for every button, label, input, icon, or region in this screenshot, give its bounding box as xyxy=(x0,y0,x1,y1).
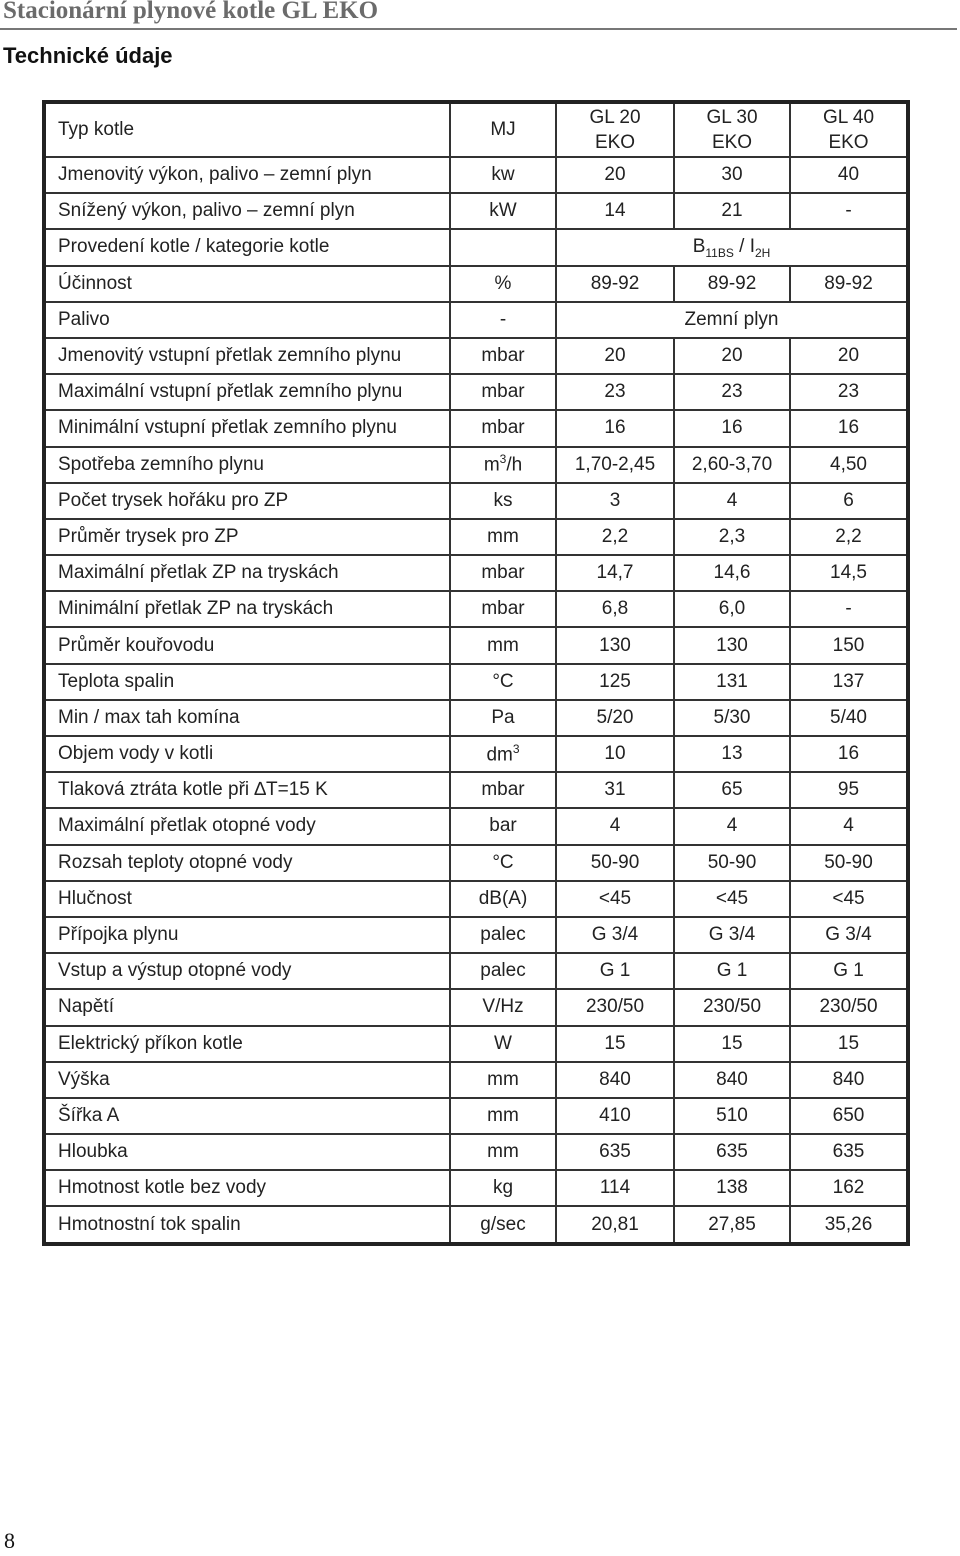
row-value-model-3: 23 xyxy=(790,374,908,410)
row-unit: °C xyxy=(450,664,556,700)
table-row xyxy=(44,338,908,374)
row-label: Palivo xyxy=(44,302,450,338)
row-unit: mm xyxy=(450,627,556,663)
row-value-model-1: 125 xyxy=(556,664,674,700)
row-unit: - xyxy=(450,302,556,338)
table-row xyxy=(44,772,908,808)
row-value-model-2: 138 xyxy=(674,1170,790,1206)
row-unit: mbar xyxy=(450,374,556,410)
table-row xyxy=(44,591,908,627)
row-value-model-3: 35,26 xyxy=(790,1206,908,1243)
row-value-model-2: 4 xyxy=(674,483,790,519)
row-unit: kW xyxy=(450,193,556,229)
row-value-model-3: 16 xyxy=(790,410,908,446)
unit-superscript: 3 xyxy=(499,452,507,467)
row-label: Hloubka xyxy=(44,1134,450,1170)
table-row xyxy=(44,1026,908,1062)
row-label: Minimální vstupní přetlak zemního plynu xyxy=(44,410,450,446)
row-value-model-1: 5/20 xyxy=(556,700,674,736)
model-name: GL 30 xyxy=(706,107,758,128)
row-label: Provedení kotle / kategorie kotle xyxy=(44,229,450,265)
table-row xyxy=(44,229,908,265)
row-value-model-3: - xyxy=(790,193,908,229)
row-unit: mbar xyxy=(450,410,556,446)
row-label: Jmenovitý výkon, palivo – zemní plyn xyxy=(44,157,450,193)
row-value-model-1: 635 xyxy=(556,1134,674,1170)
unit-base: m xyxy=(483,454,500,476)
row-value-model-1: 89-92 xyxy=(556,266,674,302)
row-unit: palec xyxy=(450,917,556,953)
row-value-model-3: 95 xyxy=(790,772,908,808)
row-value-model-3: 6 xyxy=(790,483,908,519)
table-row xyxy=(44,953,908,989)
row-value-model-3: 4 xyxy=(790,808,908,844)
row-value-model-2: 230/50 xyxy=(674,989,790,1025)
row-unit: % xyxy=(450,266,556,302)
row-value-model-1: 23 xyxy=(556,374,674,410)
table-row xyxy=(44,627,908,663)
row-value-model-1: 14,7 xyxy=(556,555,674,591)
table-row xyxy=(44,700,908,736)
row-value-model-3: 89-92 xyxy=(790,266,908,302)
row-unit xyxy=(450,447,556,483)
table-row xyxy=(44,736,908,772)
table-row xyxy=(44,845,908,881)
page-number: 8 xyxy=(4,1528,15,1553)
row-value-model-1: 114 xyxy=(556,1170,674,1206)
row-label: Jmenovitý vstupní přetlak zemního plynu xyxy=(44,338,450,374)
table-row xyxy=(44,374,908,410)
row-value-model-1: G 1 xyxy=(556,953,674,989)
row-value-model-2: 21 xyxy=(674,193,790,229)
row-unit: ks xyxy=(450,483,556,519)
unit-base: dm xyxy=(486,744,513,766)
row-unit: dB(A) xyxy=(450,881,556,917)
table-row xyxy=(44,410,908,446)
row-value-model-1: 16 xyxy=(556,410,674,446)
row-value-model-1: 20,81 xyxy=(556,1206,674,1243)
row-value-model-2: 131 xyxy=(674,664,790,700)
row-value-model-1: 20 xyxy=(556,338,674,374)
category-b: B xyxy=(692,235,706,257)
row-label: Účinnost xyxy=(44,266,450,302)
row-label: Přípojka plynu xyxy=(44,917,450,953)
row-value-model-3: G 1 xyxy=(790,953,908,989)
row-value-model-2: 65 xyxy=(674,772,790,808)
row-value-model-2: <45 xyxy=(674,881,790,917)
category-i-subscript: 2H xyxy=(754,245,771,260)
row-label: Elektrický příkon kotle xyxy=(44,1026,450,1062)
row-value-model-1: 2,2 xyxy=(556,519,674,555)
table-row xyxy=(44,917,908,953)
row-unit: kw xyxy=(450,157,556,193)
row-value-model-3: 840 xyxy=(790,1062,908,1098)
table-row xyxy=(44,157,908,193)
table-row xyxy=(44,989,908,1025)
row-value-model-3: 4,50 xyxy=(790,447,908,483)
row-value-model-3: 137 xyxy=(790,664,908,700)
table-row xyxy=(44,1062,908,1098)
row-value-model-3: 650 xyxy=(790,1098,908,1134)
row-value-model-3: 150 xyxy=(790,627,908,663)
model-suffix: EKO xyxy=(828,132,869,153)
header-model-2 xyxy=(674,102,790,157)
table-row xyxy=(44,555,908,591)
table-row xyxy=(44,193,908,229)
row-unit: mm xyxy=(450,1062,556,1098)
row-value-model-3: <45 xyxy=(790,881,908,917)
row-value-model-2: 510 xyxy=(674,1098,790,1134)
row-value-model-3: 50-90 xyxy=(790,845,908,881)
row-value-model-2: 14,6 xyxy=(674,555,790,591)
row-value-model-2: 20 xyxy=(674,338,790,374)
row-value-model-1: 840 xyxy=(556,1062,674,1098)
row-value-model-3: G 3/4 xyxy=(790,917,908,953)
row-label: Tlaková ztráta kotle při ∆T=15 K xyxy=(44,772,450,808)
row-value-model-2: 2,60-3,70 xyxy=(674,447,790,483)
row-value-model-2: 6,0 xyxy=(674,591,790,627)
row-label: Spotřeba zemního plynu xyxy=(44,447,450,483)
table-row xyxy=(44,881,908,917)
row-value-model-3: 635 xyxy=(790,1134,908,1170)
row-value-model-3: 15 xyxy=(790,1026,908,1062)
model-suffix: EKO xyxy=(594,132,636,153)
table-row xyxy=(44,1134,908,1170)
row-unit: mm xyxy=(450,1098,556,1134)
table-row xyxy=(44,483,908,519)
header-rule xyxy=(0,28,957,30)
row-label: Min / max tah komína xyxy=(44,700,450,736)
row-span-value: Zemní plyn xyxy=(556,302,908,338)
row-label: Objem vody v kotli xyxy=(44,736,450,772)
row-value-model-1: 15 xyxy=(556,1026,674,1062)
row-unit xyxy=(450,229,556,265)
row-value-model-2: 2,3 xyxy=(674,519,790,555)
model-suffix: EKO xyxy=(711,132,753,153)
row-unit: mbar xyxy=(450,338,556,374)
row-unit: mbar xyxy=(450,555,556,591)
row-value-model-1: 410 xyxy=(556,1098,674,1134)
row-unit: mm xyxy=(450,519,556,555)
unit-superscript: 3 xyxy=(512,741,520,756)
header-type: Typ kotle xyxy=(44,102,450,157)
row-value-model-3: 230/50 xyxy=(790,989,908,1025)
row-value-model-1: 130 xyxy=(556,627,674,663)
row-label: Rozsah teploty otopné vody xyxy=(44,845,450,881)
row-value-model-2: G 3/4 xyxy=(674,917,790,953)
row-value-model-2: 89-92 xyxy=(674,266,790,302)
row-unit: palec xyxy=(450,953,556,989)
table-row xyxy=(44,302,908,338)
row-label: Hlučnost xyxy=(44,881,450,917)
row-value-model-2: 16 xyxy=(674,410,790,446)
row-label: Napětí xyxy=(44,989,450,1025)
row-value-model-2: 27,85 xyxy=(674,1206,790,1243)
row-value-model-2: 840 xyxy=(674,1062,790,1098)
row-label: Počet trysek hořáku pro ZP xyxy=(44,483,450,519)
table-row xyxy=(44,266,908,302)
row-value-model-1: 31 xyxy=(556,772,674,808)
row-unit: bar xyxy=(450,808,556,844)
row-value-model-2: 15 xyxy=(674,1026,790,1062)
row-value-model-3: 14,5 xyxy=(790,555,908,591)
row-label: Průměr kouřovodu xyxy=(44,627,450,663)
category-b-subscript: 11BS xyxy=(705,245,734,260)
row-unit: W xyxy=(450,1026,556,1062)
row-unit xyxy=(450,736,556,772)
row-value-model-1: 1,70-2,45 xyxy=(556,447,674,483)
unit-tail: /h xyxy=(506,454,523,476)
row-value-model-2: 635 xyxy=(674,1134,790,1170)
document-header-title: Stacionární plynové kotle GL EKO xyxy=(3,0,379,24)
row-value-model-3: 40 xyxy=(790,157,908,193)
row-label: Hmotnost kotle bez vody xyxy=(44,1170,450,1206)
row-value-model-1: 6,8 xyxy=(556,591,674,627)
row-unit: kg xyxy=(450,1170,556,1206)
row-value-model-3: 162 xyxy=(790,1170,908,1206)
row-label: Maximální přetlak ZP na tryskách xyxy=(44,555,450,591)
row-label: Šířka A xyxy=(44,1098,450,1134)
technical-data-table xyxy=(42,100,910,1246)
row-value-model-1: 4 xyxy=(556,808,674,844)
row-unit: °C xyxy=(450,845,556,881)
row-value-model-2: 30 xyxy=(674,157,790,193)
row-unit: V/Hz xyxy=(450,989,556,1025)
row-value-model-2: G 1 xyxy=(674,953,790,989)
row-value-model-2: 5/30 xyxy=(674,700,790,736)
row-value-model-3: 16 xyxy=(790,736,908,772)
row-value-model-1: <45 xyxy=(556,881,674,917)
row-value-model-1: 14 xyxy=(556,193,674,229)
table-row xyxy=(44,447,908,483)
category-i: I xyxy=(749,235,755,257)
row-label: Teplota spalin xyxy=(44,664,450,700)
row-label: Minimální přetlak ZP na tryskách xyxy=(44,591,450,627)
row-unit: Pa xyxy=(450,700,556,736)
table-row xyxy=(44,1098,908,1134)
row-value-model-2: 50-90 xyxy=(674,845,790,881)
row-value-model-2: 23 xyxy=(674,374,790,410)
row-value-model-3: - xyxy=(790,591,908,627)
row-unit: mbar xyxy=(450,591,556,627)
row-span-value xyxy=(556,229,908,265)
table-row xyxy=(44,1206,908,1243)
row-value-model-3: 20 xyxy=(790,338,908,374)
row-unit: mm xyxy=(450,1134,556,1170)
row-label: Maximální přetlak otopné vody xyxy=(44,808,450,844)
row-value-model-1: 3 xyxy=(556,483,674,519)
row-value-model-1: G 3/4 xyxy=(556,917,674,953)
header-unit: MJ xyxy=(450,102,556,157)
row-label: Vstup a výstup otopné vody xyxy=(44,953,450,989)
table-row xyxy=(44,519,908,555)
row-label: Maximální vstupní přetlak zemního plynu xyxy=(44,374,450,410)
row-value-model-3: 2,2 xyxy=(790,519,908,555)
row-label: Průměr trysek pro ZP xyxy=(44,519,450,555)
table-row xyxy=(44,664,908,700)
row-value-model-1: 20 xyxy=(556,157,674,193)
row-value-model-1: 230/50 xyxy=(556,989,674,1025)
table-row xyxy=(44,1170,908,1206)
row-value-model-2: 130 xyxy=(674,627,790,663)
section-title: Technické údaje xyxy=(3,43,173,68)
row-value-model-2: 13 xyxy=(674,736,790,772)
category-separator: / xyxy=(733,235,750,257)
header-model-3 xyxy=(790,102,908,157)
row-label: Snížený výkon, palivo – zemní plyn xyxy=(44,193,450,229)
row-value-model-2: 4 xyxy=(674,808,790,844)
row-value-model-1: 50-90 xyxy=(556,845,674,881)
table-row xyxy=(44,808,908,844)
row-unit: mbar xyxy=(450,772,556,808)
model-name: GL 40 xyxy=(822,107,875,128)
header-model-1 xyxy=(556,102,674,157)
table-header-row xyxy=(44,102,908,157)
model-name: GL 20 xyxy=(589,107,641,128)
row-label: Hmotnostní tok spalin xyxy=(44,1206,450,1243)
row-unit: g/sec xyxy=(450,1206,556,1243)
row-value-model-3: 5/40 xyxy=(790,700,908,736)
row-value-model-1: 10 xyxy=(556,736,674,772)
row-label: Výška xyxy=(44,1062,450,1098)
